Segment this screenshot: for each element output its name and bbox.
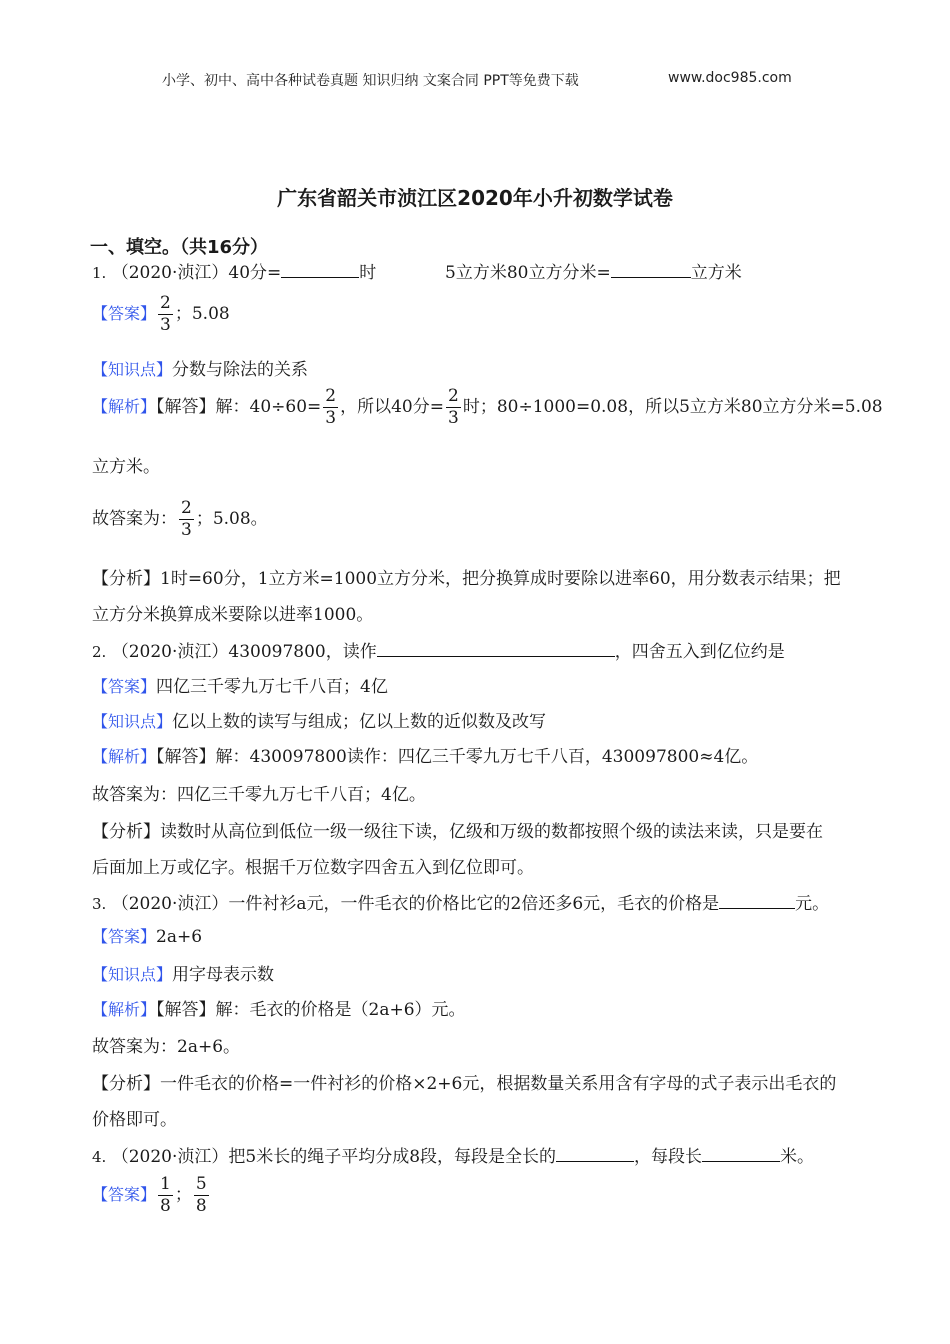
q1-knowledge (92, 355, 308, 380)
q3-answer (92, 924, 202, 947)
answer-label: 【答案】 (92, 927, 157, 946)
explain-label: 【分析】 (92, 569, 160, 589)
analysis-label: 【解析】 (92, 397, 157, 416)
question-4 (92, 1142, 814, 1167)
knowledge-label: 【知识点】 (92, 965, 173, 984)
question-text: 米。 (780, 1147, 815, 1167)
q1-analysis-line2: 立方米。 (92, 457, 160, 477)
final-text: ；5.08。 (195, 509, 268, 529)
solution-text: 解：毛衣的价格是（2a+6）元。 (215, 1000, 466, 1020)
q3-analysis (92, 995, 466, 1020)
question-text: 把5米长的绳子平均分成8段，每段是全长的 (228, 1147, 557, 1167)
answer-label: 【答案】 (92, 677, 157, 696)
q1-part2-text: 5立方米80立方分米= (445, 263, 611, 283)
answer-label: 【答案】 (92, 304, 157, 323)
solution-text: 解：430097800读作：四亿三千零九万七千八百，430097800≈4亿。 (215, 747, 759, 767)
q1-explain-line2: 立方分米换算成米要除以进率1000。 (92, 605, 374, 625)
question-source: （2020·浈江） (111, 1147, 229, 1167)
question-source: （2020·浈江） (111, 263, 229, 283)
analysis-label: 【解析】 (92, 747, 157, 766)
q4-answer (92, 1176, 211, 1215)
question-number: 1. (92, 264, 107, 282)
section-heading: 一、填空。（共16分） (90, 237, 269, 258)
solution-label: 【解答】 (156, 397, 216, 417)
solution-text: 解：40÷60= (215, 397, 322, 417)
page-title: 广东省韶关市浈江区2020年小升初数学试卷 (277, 186, 673, 210)
q1-part1-unit: 时 (359, 263, 377, 283)
knowledge-label: 【知识点】 (92, 360, 173, 379)
final-text: 故答案为： (92, 509, 177, 529)
question-text: 430097800，读作 (228, 642, 377, 662)
fraction: $\frac{2}{3}$ (325, 386, 337, 428)
answer-blank[interactable] (377, 640, 615, 657)
question-1 (92, 258, 376, 283)
fraction: $\frac{2}{3}$ (160, 293, 171, 335)
answer-separator: ； (174, 1185, 192, 1205)
q3-explain (92, 1069, 836, 1094)
header-site-link[interactable]: www.doc985.com (668, 70, 792, 86)
fraction: $\frac{2}{3}$ (448, 386, 459, 428)
knowledge-text: 用字母表示数 (172, 965, 275, 985)
q1-part2-unit: 立方米 (690, 263, 742, 283)
q1-answer (92, 295, 230, 334)
fraction: $\frac{1}{8}$ (160, 1174, 171, 1216)
header-promo-text: 小学、初中、高中各种试卷真题 知识归纳 文案合同 PPT等免费下载 (162, 73, 579, 89)
explain-label: 【分析】 (92, 1074, 160, 1094)
analysis-label: 【解析】 (92, 1000, 157, 1019)
fraction: $\frac{2}{3}$ (181, 498, 192, 540)
question-2 (92, 637, 785, 662)
q1-final (92, 500, 268, 539)
solution-label: 【解答】 (156, 1000, 216, 1020)
question-3 (92, 889, 829, 914)
question-source: （2020·浈江） (111, 894, 229, 914)
answer-blank[interactable] (702, 1145, 780, 1162)
explain-text: 读数时从高位到低位一级一级往下读，亿级和万级的数都按照个级的读法来读，只是要在 (160, 822, 823, 842)
q2-explain-line2: 后面加上万或亿字。根据千万位数字四舍五入到亿位即可。 (92, 858, 534, 878)
answer-blank[interactable] (611, 261, 691, 278)
question-text: 一件衬衫a元，一件毛衣的价格比它的2倍还多6元，毛衣的价格是 (228, 894, 720, 914)
knowledge-text: 亿以上数的读写与组成；亿以上数的近似数及改写 (172, 712, 547, 732)
answer-label: 【答案】 (92, 1185, 157, 1204)
question-text: ，每段长 (634, 1147, 703, 1167)
solution-text: ，所以40分= (340, 397, 444, 417)
question-number: 3. (92, 895, 107, 913)
q3-knowledge (92, 960, 274, 985)
fraction: $\frac{5}{8}$ (195, 1174, 207, 1216)
answer-text: 2a+6 (156, 927, 203, 947)
question-1-part2 (445, 258, 742, 283)
q3-explain-line2: 价格即可。 (92, 1110, 177, 1130)
knowledge-text: 分数与除法的关系 (172, 360, 309, 380)
question-number: 2. (92, 643, 107, 661)
q2-explain (92, 817, 823, 842)
explain-label: 【分析】 (92, 822, 160, 842)
solution-label: 【解答】 (156, 747, 216, 767)
answer-text: 四亿三千零九万七千八百；4亿 (156, 677, 388, 697)
knowledge-label: 【知识点】 (92, 712, 173, 731)
question-source: （2020·浈江） (111, 642, 229, 662)
question-text: ，四舍五入到亿位约是 (614, 642, 785, 662)
answer-text: ；5.08 (174, 304, 230, 324)
solution-text: 时；80÷1000=0.08，所以5立方米80立方分米=5.08 (462, 397, 883, 417)
q1-part1-text: 40分= (228, 263, 282, 283)
q2-knowledge (92, 707, 546, 732)
q2-final: 故答案为：四亿三千零九万七千八百；4亿。 (92, 785, 426, 805)
question-number: 4. (92, 1148, 107, 1166)
answer-blank[interactable] (719, 892, 795, 909)
answer-blank[interactable] (281, 261, 359, 278)
q1-explain (92, 564, 841, 589)
question-text: 元。 (795, 894, 830, 914)
explain-text: 1时=60分，1立方米=1000立方分米，把分换算成时要除以进率60，用分数表示结果；把 (160, 569, 841, 589)
q2-analysis (92, 742, 758, 767)
answer-blank[interactable] (556, 1145, 634, 1162)
q2-answer (92, 672, 388, 697)
q1-analysis (92, 388, 883, 427)
explain-text: 一件毛衣的价格=一件衬衫的价格×2+6元，根据数量关系用含有字母的式子表示出毛衣的 (160, 1074, 837, 1094)
q3-final: 故答案为：2a+6。 (92, 1037, 241, 1057)
